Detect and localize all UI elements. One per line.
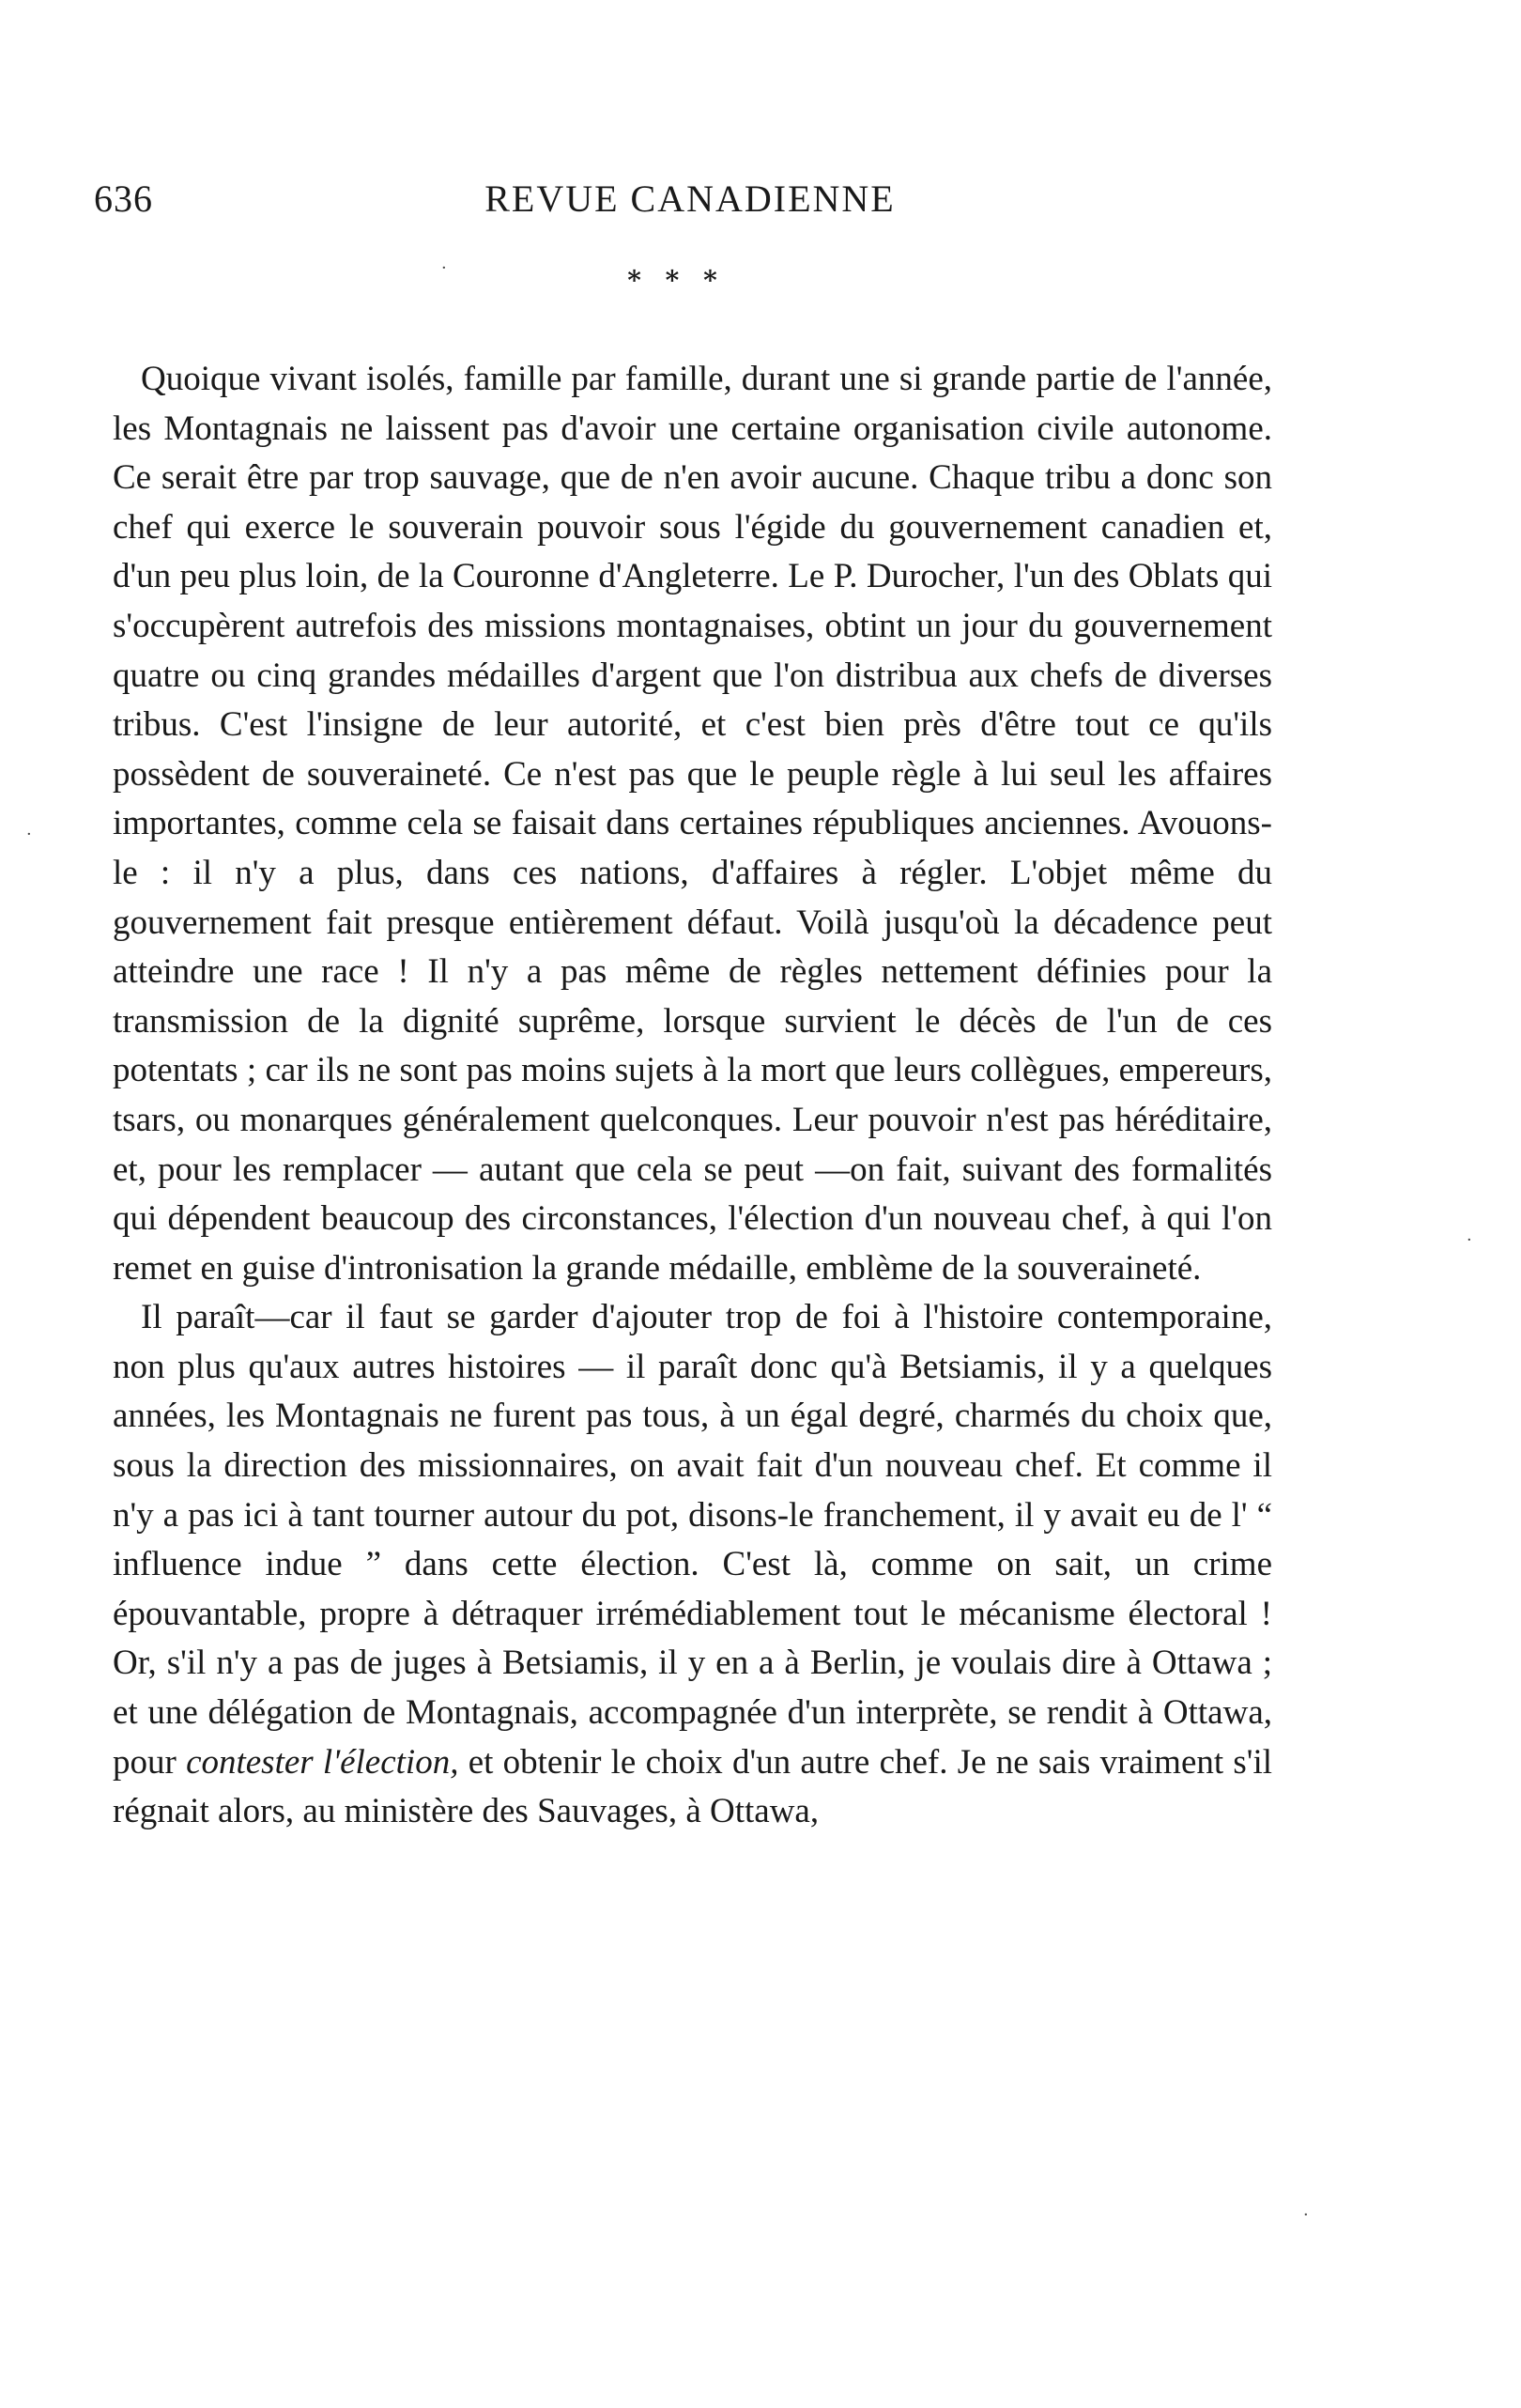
body-text: [113, 355, 1272, 1837]
margin-mark: ·: [441, 258, 447, 278]
paragraph-2-text-before: Il paraît—car il faut se garder d'ajouter trop de foi à l'histoire contemporaine, non plus qu'aux autres histoires — il paraît donc qu'à Betsiamis, il y a quelques années, les Montagnais ne furent pas tous, à un égal degré, charmés du choix que, sous la direction des missionnaires, on avait fait d'un nouveau chef. Et comme il n'y a pas ici à tant tourner autour du pot, disons-le franchement, il y avait eu de l' “ influence indue ” dans cette élection. C'est là, comme on sait, un crime épouvantable, propre à détraquer irrémédiablement tout le mécanisme électoral ! Or, s'il n'y a pas de juges à Betsiamis, il y en a à Berlin, je voulais dire à Ottawa ; et une délégation de Montagnais, accompagnée d'un interprète, se rendit à Ottawa, pour: [113, 1298, 1272, 1782]
paragraph-1: Quoique vivant isolés, famille par famille, durant une si grande partie de l'année, les Montagnais ne laissent pas d'avoir une certaine organisation civile autonome. Ce serait être par trop sauvage, que de n'en avoir aucune. Chaque tribu a donc son chef qui exerce le souverain pouvoir sous l'égide du gouvernement canadien et, d'un peu plus loin, de la Couronne d'Angleterre. Le P. Durocher, l'un des Oblats qui s'occupèrent autrefois des missions montagnaises, obtint un jour du gouvernement quatre ou cinq grandes médailles d'argent que l'on distribua aux chefs de diverses tribus. C'est l'insigne de leur autorité, et c'est bien près d'être tout ce qu'ils possèdent de souveraineté. Ce n'est pas que le peuple règle à lui seul les affaires importantes, comme cela se faisait dans certaines républiques anciennes. Avouons-le : il n'y a plus, dans ces nations, d'affaires à régler. L'objet même du gouvernement fait presque entièrement défaut. Voilà jusqu'où la décadence peut atteindre une race ! Il n'y a pas même de règles nettement définies pour la transmission de la dignité suprême, lorsque survient le décès de l'un de ces potentats ; car ils ne sont pas moins sujets à la mort que leurs collègues, empereurs, tsars, ou monarques généralement quelconques. Leur pouvoir n'est pas héréditaire, et, pour les remplacer — autant que cela se peut —on fait, suivant des formalités qui dépendent beaucoup des circonstances, l'élection d'un nouveau chef, à qui l'on remet en guise d'intronisation la grande médaille, emblème de la souveraineté.: [113, 360, 1272, 1288]
margin-mark: ·: [1303, 2205, 1309, 2225]
margin-mark: ·: [1467, 1230, 1472, 1250]
page-header: [94, 177, 1286, 224]
paragraph-2-emphasis: contester l'élection,: [186, 1742, 459, 1782]
section-separator: * * *: [627, 265, 725, 296]
paragraph-2-text-after: et obtenir le choix d'un autre chef. Je ne sais vraiment s'il régnait alors, au ministère des Sauvages, à Ottawa,: [113, 1742, 1272, 1831]
running-title: REVUE CANADIENNE: [484, 178, 896, 220]
paragraph-2: [113, 1293, 1272, 1837]
margin-mark: ·: [26, 825, 32, 844]
page-number: 636: [94, 178, 153, 220]
